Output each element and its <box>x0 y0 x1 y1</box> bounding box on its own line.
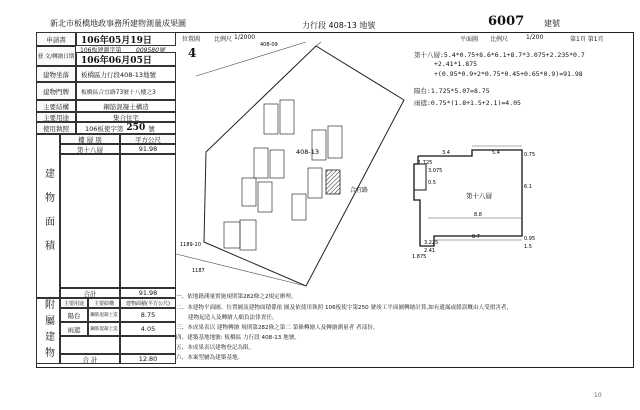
apply-date-label: 申請書 <box>36 32 76 46</box>
annex-total-label: 合 計 <box>60 354 120 364</box>
note-line: 四、建築基地地號: 板橋區 力行段 408-13 地號。 <box>176 335 300 341</box>
calc-line: 第十八層:5.4*0.75+8.6*6.1+8.7*3.075+2.235*0.7 <box>414 51 585 59</box>
survey-result-sheet <box>6 6 634 406</box>
annex-row-use: 雨遮 <box>60 322 88 336</box>
note-line: 五、本成果表以建物登記為限。 <box>176 345 255 351</box>
site-plan-drawing <box>176 42 416 288</box>
dimension-label: 3.075 <box>428 168 443 174</box>
lot-line <box>316 42 326 46</box>
annex-blank-left <box>60 336 120 354</box>
license-number: 250 <box>126 123 146 133</box>
dimension-label: 1.875 <box>412 254 427 260</box>
floor-column-blank <box>60 154 120 288</box>
site-value: 板橋區力行段408-13地號 <box>76 66 176 82</box>
floor-plan-page: 第1頁 第1頁 <box>570 36 604 43</box>
floor-row-name: 第十八層 <box>60 144 120 154</box>
survey-no-label: 106板建測字第 <box>80 46 122 54</box>
site-plan-title: 位置圖 <box>182 36 201 43</box>
license-label: 使用執照 <box>36 122 76 134</box>
dimension-label: 2.41 <box>424 248 436 254</box>
building-footprint <box>280 100 294 134</box>
building-footprint <box>258 182 272 212</box>
parcel-label: 408-13 <box>296 148 320 156</box>
section-parcel: 力行段 408-13 地號 <box>302 21 376 30</box>
building-footprint <box>264 104 278 134</box>
annex-row-struct: 鋼筋混凝土造 <box>88 322 120 336</box>
annex-total-value: 12.80 <box>120 354 176 364</box>
calc-line: +2.41*1.875 <box>434 60 478 68</box>
annex-side-label: 附屬建物 <box>42 299 54 363</box>
calc-line: +(0.95*0.9+2*0.75*0.45+0.65*0.9)=91.98 <box>434 70 583 78</box>
annex-use-header: 主要用途 <box>60 298 88 308</box>
area-column-blank <box>120 154 176 288</box>
north-arrow: 4 <box>188 46 197 60</box>
building-footprint <box>242 178 256 206</box>
building-footprint <box>224 222 240 248</box>
office-title: 新北市板橋地政事務所建物測量成果圖 <box>50 19 186 28</box>
subject-unit-highlight <box>326 170 340 194</box>
area-total-value: 91.98 <box>120 288 176 298</box>
parcel-bottom-label: 1187 <box>192 268 205 274</box>
parcel-top-label: 408-09 <box>260 42 278 48</box>
door-value: 板橋區合宜路73號十八樓之3 <box>76 82 176 100</box>
annex-struct-header: 主要結構 <box>88 298 120 308</box>
annex-row-struct: 鋼筋混凝土造 <box>88 308 120 322</box>
dimension-label: 1.5 <box>524 244 532 250</box>
building-footprint <box>308 168 322 198</box>
note-line: 一、依地籍測量實施規則第282條之2規定辦理。 <box>176 294 297 300</box>
dimension-label: 0.5 <box>428 180 436 186</box>
floor-plan-scale-label: 比例尺 <box>490 36 509 43</box>
dimension-label: 0.95 <box>524 236 536 242</box>
building-footprint <box>254 148 268 178</box>
usage-value: 集合住宅 <box>76 112 176 122</box>
note-line: 建物起造人及轉繪人願負法律責任。 <box>188 315 278 321</box>
dimension-label: 0.75 <box>524 152 536 158</box>
parcel-left-label: 1189-10 <box>180 242 201 248</box>
dimension-label: 3.225 <box>424 240 439 246</box>
floor-plan-drawing <box>412 140 544 272</box>
usage-label: 主要用途 <box>36 112 76 122</box>
note-line: 二、本建物平面圖、位置圖及建物面積係依 圖及依使用執照 106板使字第250 號竣工平面圖轉繪計算,如有遺漏或錯誤概由人受損害者, <box>176 305 509 311</box>
structure-label: 主要結構 <box>36 100 76 112</box>
apply-date: 106年05月19日 <box>76 32 176 46</box>
dimension-label: 1.725 <box>418 160 433 166</box>
floor-column-header: 樓 層 別 <box>60 134 120 144</box>
annex-area-header: 建物面積(平方公尺) <box>120 298 176 308</box>
building-footprints <box>224 100 342 250</box>
building-footprint <box>270 150 284 178</box>
annex-side-cell <box>36 298 60 364</box>
dimension-label: 8.8 <box>474 212 482 218</box>
calc-line: 雨遮:0.75*(1.8+1.5+2.1)=4.05 <box>414 99 521 107</box>
road-label: 合宜路 <box>350 187 369 194</box>
dimension-label: 5.4 <box>492 150 500 156</box>
floor-plan-title: 平面圖 <box>460 36 479 43</box>
note-line: 三、本成果表以 建物轉繪 規則第282條之第二 第條轉繪人及轉繪測量者 者部份。 <box>176 325 379 331</box>
building-footprint <box>292 194 306 220</box>
area-total-label: 合計 <box>60 288 120 298</box>
license-prefix: 106板使字第 <box>85 124 124 133</box>
room-label: 第十八層 <box>466 192 492 200</box>
registry-date: 106年06月05日 <box>76 52 176 66</box>
license-value <box>76 122 176 134</box>
dimension-label: 8.7 <box>472 234 480 240</box>
door-label: 建物門牌 <box>36 82 76 100</box>
annex-blank-right <box>120 336 176 354</box>
survey-no-value: 009580號 <box>136 46 165 54</box>
dimension-label: 3.4 <box>442 150 450 156</box>
license-suffix: 號 <box>148 124 155 133</box>
note-line: 六、本案型屬為建築基地。 <box>176 355 244 361</box>
site-plan-scale: 1/2000 <box>234 34 256 41</box>
annex-row-area: 8.75 <box>120 308 176 322</box>
annex-row-use: 陽台 <box>60 308 88 322</box>
site-plan-scale-label: 比例尺 <box>214 36 233 43</box>
balcony-outline <box>414 164 426 190</box>
dimension-label: 6.1 <box>524 184 532 190</box>
building-number: 6007 <box>488 14 525 29</box>
building-area-side-cell <box>36 134 60 298</box>
building-footprint <box>328 126 342 158</box>
parcel-boundary <box>204 46 404 286</box>
footer-mark: 10 <box>594 392 602 399</box>
site-label: 建物坐落 <box>36 66 76 82</box>
calc-line: 陽台:1.725*5.07=8.75 <box>414 87 490 95</box>
registry-date-label: 發 文/轉繪日期 <box>36 46 76 66</box>
building-footprint <box>240 220 256 250</box>
structure-value: 鋼筋混凝土構造 <box>76 100 176 112</box>
area-column-header: 平方公尺 <box>120 134 176 144</box>
building-area-side-label: 建物面積 <box>42 168 54 264</box>
floor-plan-scale: 1/200 <box>526 34 544 41</box>
annex-row-area: 4.05 <box>120 322 176 336</box>
building-number-suffix: 建號 <box>544 19 560 28</box>
floor-row-area: 91.98 <box>120 144 176 154</box>
